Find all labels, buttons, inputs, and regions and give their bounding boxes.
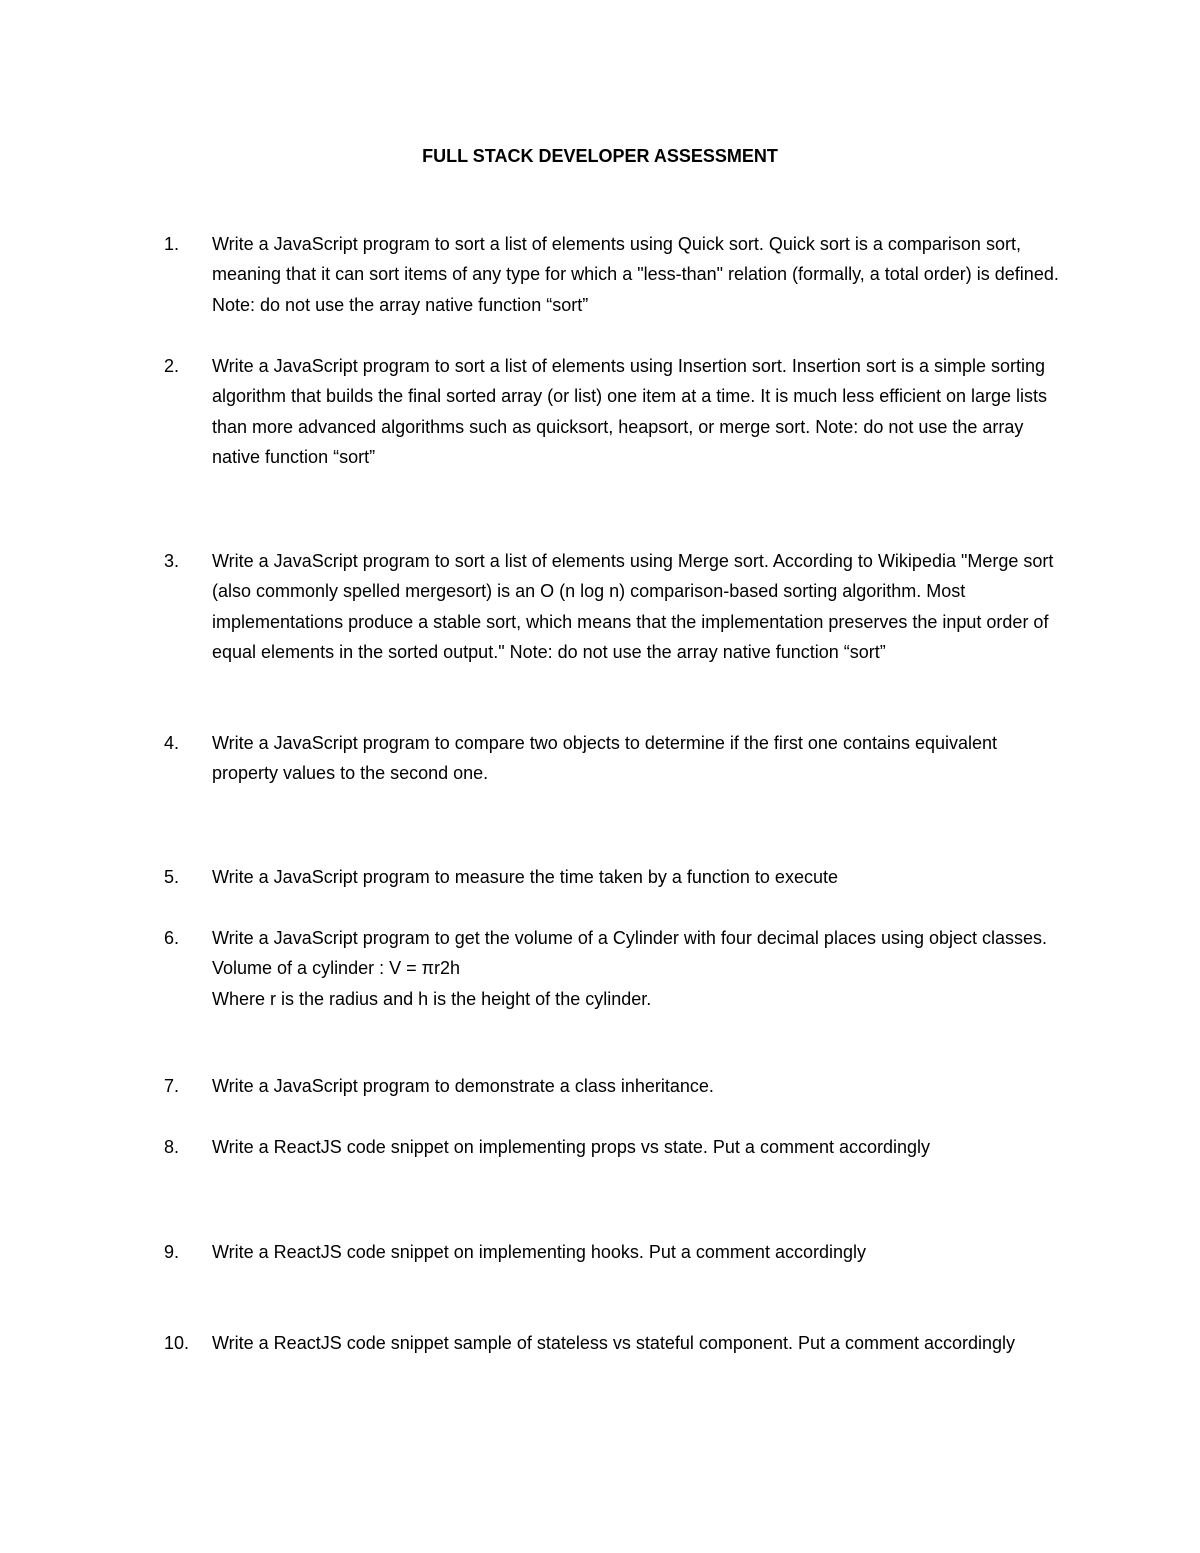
item-number: 2. (164, 356, 180, 376)
item-text: Write a JavaScript program to get the volume of a Cylinder with four decimal places using object classes. Volume of a cylinder : V = πr2h Where r is the radius and h is the height of the cylinder. (212, 928, 1048, 1009)
item-text: Write a ReactJS code snippet sample of stateless vs stateful component. Put a comment accordingly (212, 1333, 1016, 1353)
item-text: Write a JavaScript program to sort a list of elements using Quick sort. Quick sort is a comparison sort, meaning that it can sort items of any type for which a "less-than" relation (formally, a total order) is defined. Note: do not use the array native function “sort” (212, 234, 1059, 315)
item-text: Write a JavaScript program to sort a list of elements using Merge sort. According to Wikipedia "Merge sort (also commonly spelled mergesort) is an O (n log n) comparison-based sorting algorithm. Most implementations produce a stable sort, which means that the implementation preserves the input order of equal elements in the sorted output." Note: do not use the array native function “sort” (212, 551, 1054, 663)
item-number: 9. (164, 1242, 180, 1262)
item-number: 10. (164, 1333, 190, 1353)
item-text: Write a JavaScript program to measure the time taken by a function to execute (212, 867, 838, 887)
item-number: 7. (164, 1076, 180, 1096)
item-text: Write a JavaScript program to sort a list of elements using Insertion sort. Insertion sort is a simple sorting algorithm that builds the final sorted array (or list) one item at a time. It is much less efficient on large lists than more advanced algorithms such as quicksort, heapsort, or merge sort. Note: do not use the array native function “sort” (212, 356, 1048, 468)
item-number: 3. (164, 551, 180, 571)
document-title: FULL STACK DEVELOPER ASSESSMENT (422, 146, 778, 166)
item-number: 5. (164, 867, 180, 887)
item-number: 6. (164, 928, 180, 948)
item-text: Write a JavaScript program to demonstrate a class inheritance. (212, 1076, 714, 1096)
item-number: 1. (164, 234, 180, 254)
item-text: Write a JavaScript program to compare two objects to determine if the first one contains equivalent property values to the second one. (212, 733, 998, 784)
item-number: 4. (164, 733, 180, 753)
item-text: Write a ReactJS code snippet on implementing hooks. Put a comment accordingly (212, 1242, 866, 1262)
item-number: 8. (164, 1137, 180, 1157)
item-text: Write a ReactJS code snippet on implementing props vs state. Put a comment accordingly (212, 1137, 931, 1157)
